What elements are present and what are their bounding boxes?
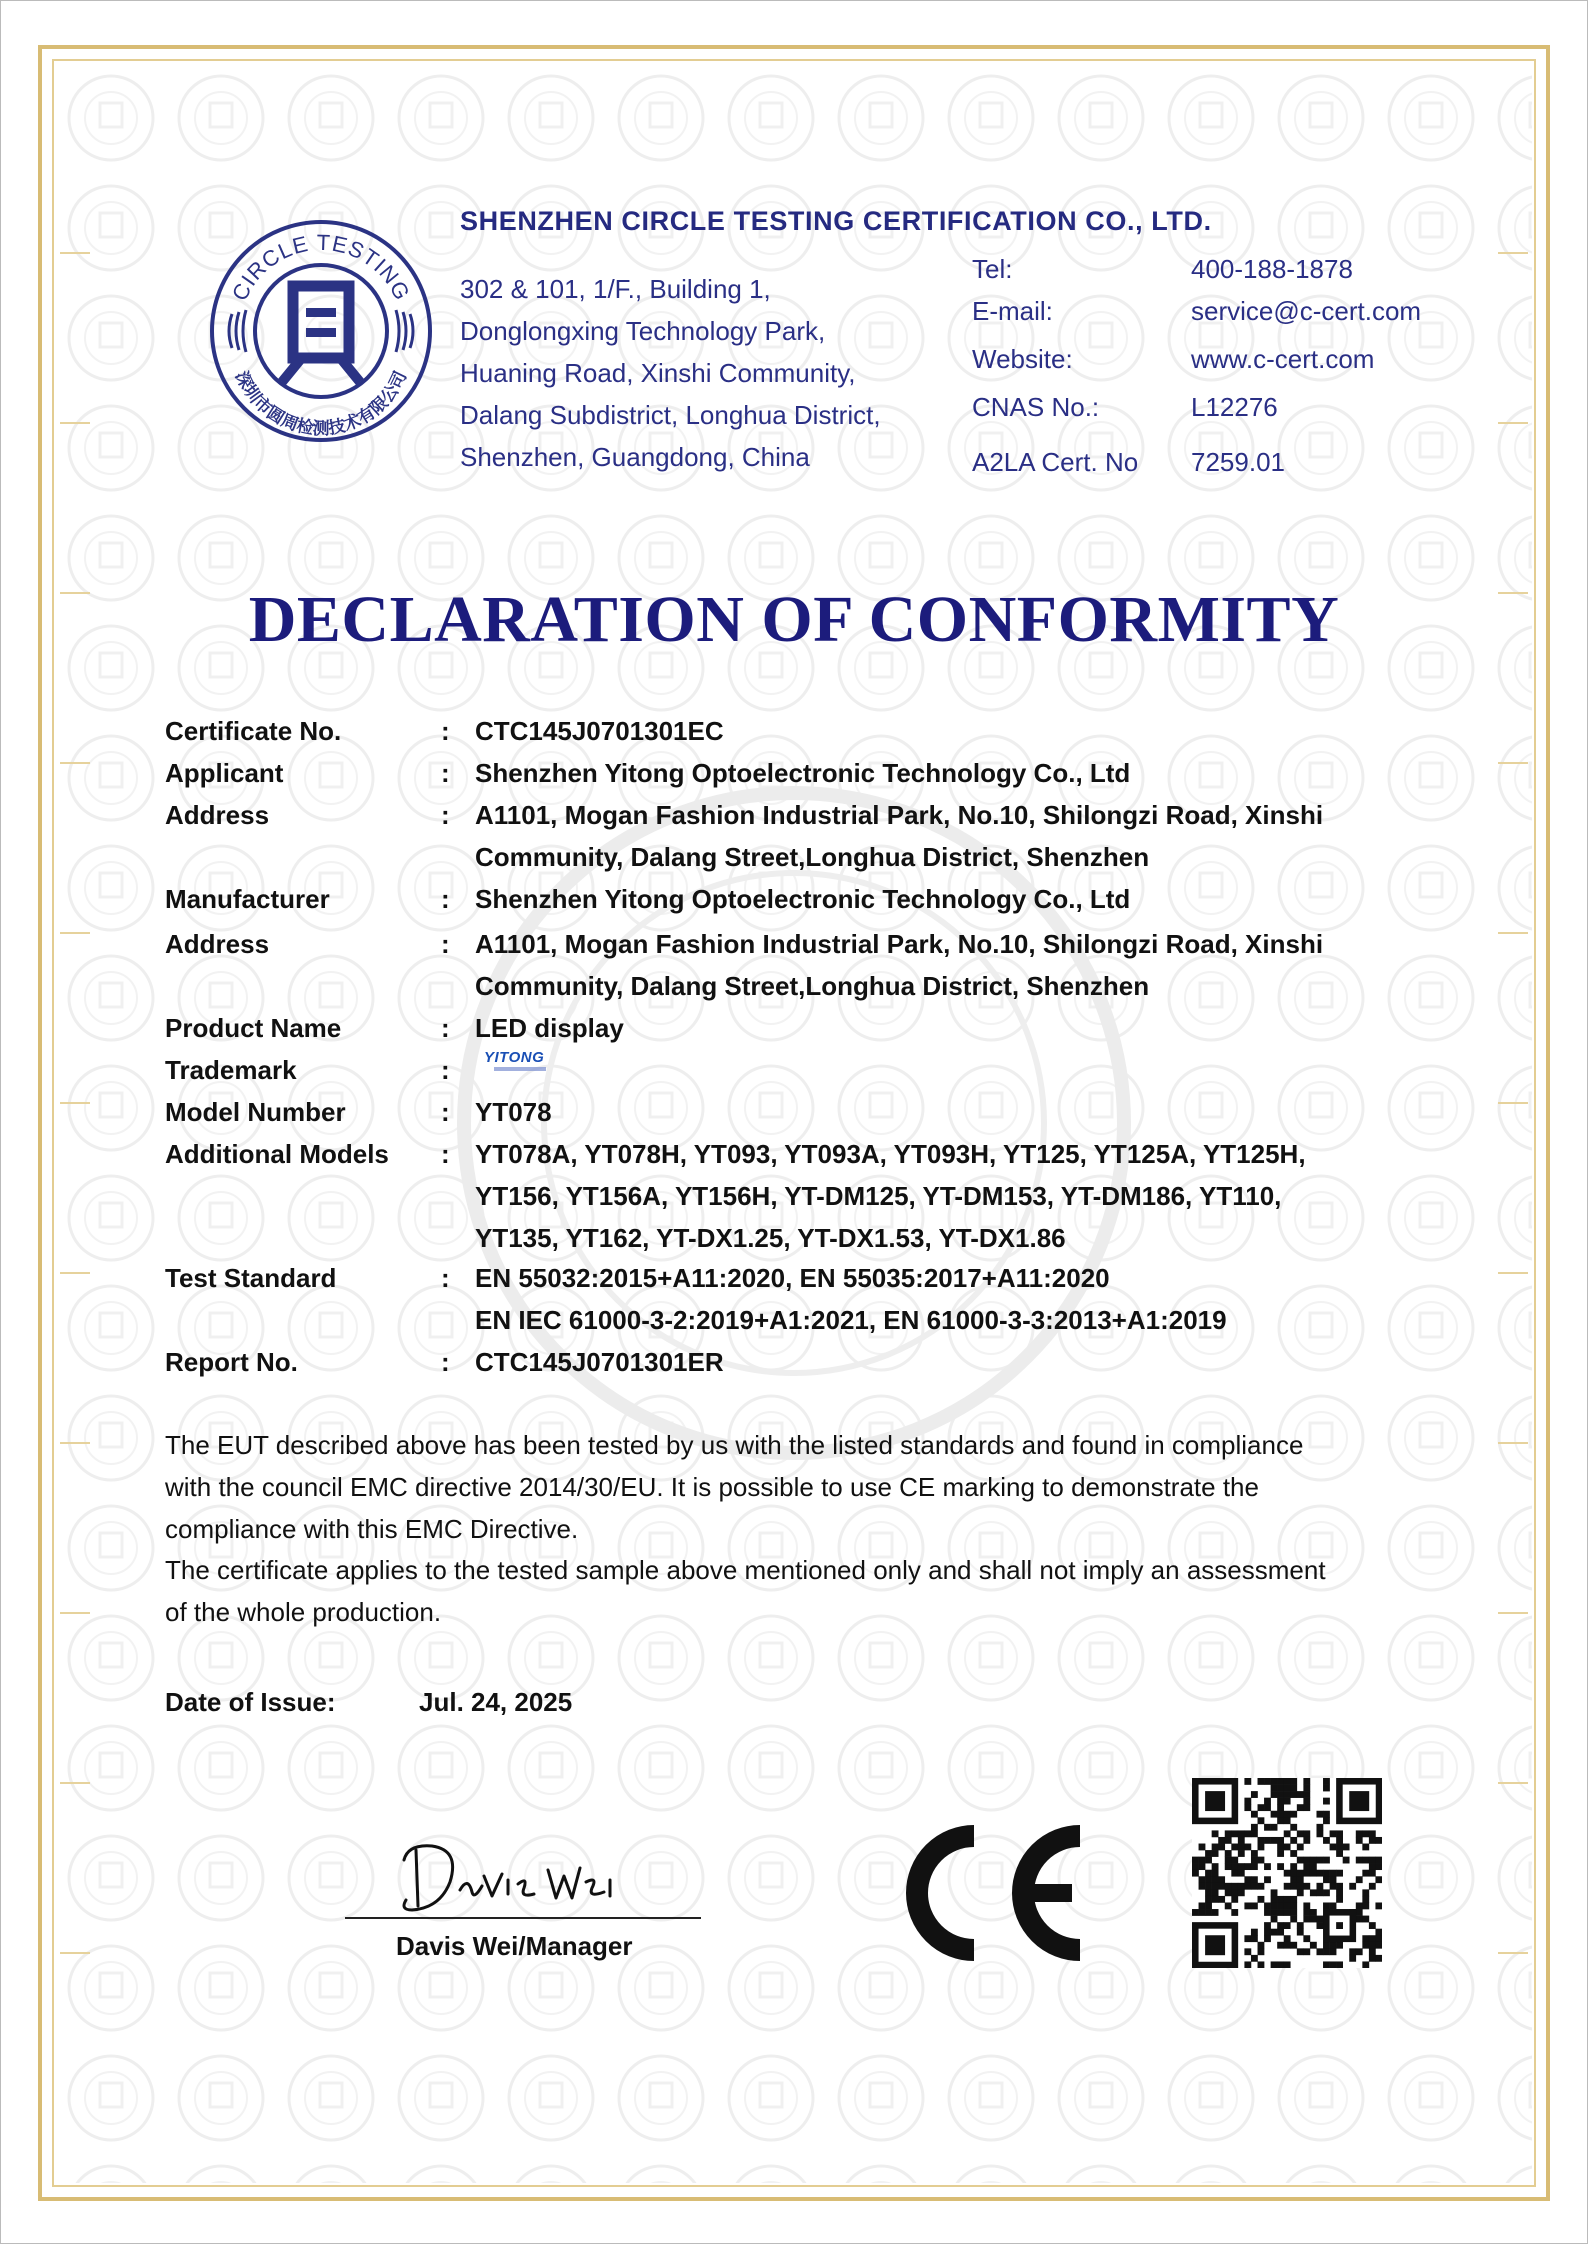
field-colon: : [441, 1097, 450, 1127]
website-value: www.c-cert.com [1191, 344, 1375, 374]
ce-mark-icon [880, 1818, 1090, 1968]
certificate-no-label: Certificate No. [165, 716, 342, 746]
trademark-logo-subtext [494, 1067, 546, 1071]
signature-line [345, 1917, 701, 1919]
cnas-value: L12276 [1191, 392, 1278, 422]
tel-value: 400-188-1878 [1191, 254, 1353, 284]
applicant-label: Applicant [165, 758, 284, 788]
logo-text-bottom: 深圳市圆周检测技术有限公司 [230, 368, 412, 439]
test-standard-line: EN IEC 61000-3-2:2019+A1:2021, EN 61000-3-3:2013+A1:2019 [475, 1305, 1227, 1335]
statement-line: compliance with this EMC Directive. [165, 1514, 579, 1544]
applicant-address-line: Community, Dalang Street,Longhua District, Shenzhen [475, 842, 1150, 872]
product-name-value: LED display [475, 1013, 624, 1043]
field-colon: : [441, 929, 450, 959]
field-colon: : [441, 716, 450, 746]
statement-line: with the council EMC directive 2014/30/EU. It is possible to use CE marking to demonstrate the [165, 1472, 1259, 1502]
company-name: SHENZHEN CIRCLE TESTING CERTIFICATION CO., LTD. [460, 206, 1212, 236]
date-of-issue-value: Jul. 24, 2025 [419, 1687, 573, 1717]
field-colon: : [441, 1013, 450, 1043]
svg-text:深圳市圆周检测技术有限公司 [231, 368, 411, 439]
model-number-value: YT078 [475, 1097, 552, 1127]
additional-models-line: YT078A, YT078H, YT093, YT093A, YT093H, YT125, YT125A, YT125H, [475, 1139, 1306, 1169]
email-label: E-mail: [972, 296, 1053, 326]
signature-image [398, 1836, 628, 1916]
certificate-no-value: CTC145J0701301EC [475, 716, 724, 746]
email-value: service@c-cert.com [1191, 296, 1422, 326]
field-colon: : [441, 884, 450, 914]
test-standard-line: EN 55032:2015+A11:2020, EN 55035:2017+A11:2020 [475, 1263, 1110, 1293]
report-no-label: Report No. [165, 1347, 298, 1377]
additional-models-line: YT135, YT162, YT-DX1.25, YT-DX1.53, YT-DX1.86 [475, 1223, 1066, 1253]
company-address-line: Huaning Road, Xinshi Community, [460, 358, 856, 388]
field-colon: : [441, 758, 450, 788]
statement-line: of the whole production. [165, 1597, 442, 1627]
trademark-logo-text: YITONG [484, 1049, 545, 1066]
applicant-address-line: A1101, Mogan Fashion Industrial Park, No.10, Shilongzi Road, Xinshi [475, 800, 1324, 830]
trademark-logo [484, 1050, 546, 1071]
company-address-line: 302 & 101, 1/F., Building 1, [460, 274, 771, 304]
field-colon: : [441, 1263, 450, 1293]
logo-text-top: CIRCLE TESTING [226, 229, 416, 305]
signer-name: Davis Wei/Manager [396, 1931, 633, 1961]
a2la-label: A2LA Cert. No [972, 447, 1139, 477]
statement-line: The EUT described above has been tested by us with the listed standards and found in compliance [165, 1430, 1304, 1460]
circle-testing-logo [208, 218, 434, 444]
website-label: Website: [972, 344, 1073, 374]
trademark-label: Trademark [165, 1055, 297, 1085]
manufacturer-value: Shenzhen Yitong Optoelectronic Technology Co., Ltd [475, 884, 1131, 914]
applicant-address-label: Address [165, 800, 270, 830]
manufacturer-address-line: Community, Dalang Street,Longhua District, Shenzhen [475, 971, 1150, 1001]
applicant-value: Shenzhen Yitong Optoelectronic Technology Co., Ltd [475, 758, 1131, 788]
company-address-line: Dalang Subdistrict, Longhua District, [460, 400, 881, 430]
statement-line: The certificate applies to the tested sample above mentioned only and shall not imply an assessment [165, 1555, 1326, 1585]
field-colon: : [441, 800, 450, 830]
field-colon: : [441, 1055, 450, 1085]
company-address-line: Donglongxing Technology Park, [460, 316, 826, 346]
company-address-line: Shenzhen, Guangdong, China [460, 442, 810, 472]
test-standard-label: Test Standard [165, 1263, 337, 1293]
manufacturer-address-label: Address [165, 929, 270, 959]
model-number-label: Model Number [165, 1097, 346, 1127]
document-title: DECLARATION OF CONFORMITY [248, 583, 1340, 656]
manufacturer-address-line: A1101, Mogan Fashion Industrial Park, No.10, Shilongzi Road, Xinshi [475, 929, 1324, 959]
tel-label: Tel: [972, 254, 1013, 284]
cnas-label: CNAS No.: [972, 392, 1100, 422]
manufacturer-label: Manufacturer [165, 884, 330, 914]
qr-code-icon [1192, 1778, 1382, 1968]
date-of-issue-label: Date of Issue: [165, 1687, 336, 1717]
a2la-value: 7259.01 [1191, 447, 1285, 477]
field-colon: : [441, 1139, 450, 1169]
product-name-label: Product Name [165, 1013, 342, 1043]
report-no-value: CTC145J0701301ER [475, 1347, 724, 1377]
additional-models-line: YT156, YT156A, YT156H, YT-DM125, YT-DM153, YT-DM186, YT110, [475, 1181, 1282, 1211]
field-colon: : [441, 1347, 450, 1377]
additional-models-label: Additional Models [165, 1139, 389, 1169]
svg-text:CIRCLE TESTING [227, 230, 415, 305]
